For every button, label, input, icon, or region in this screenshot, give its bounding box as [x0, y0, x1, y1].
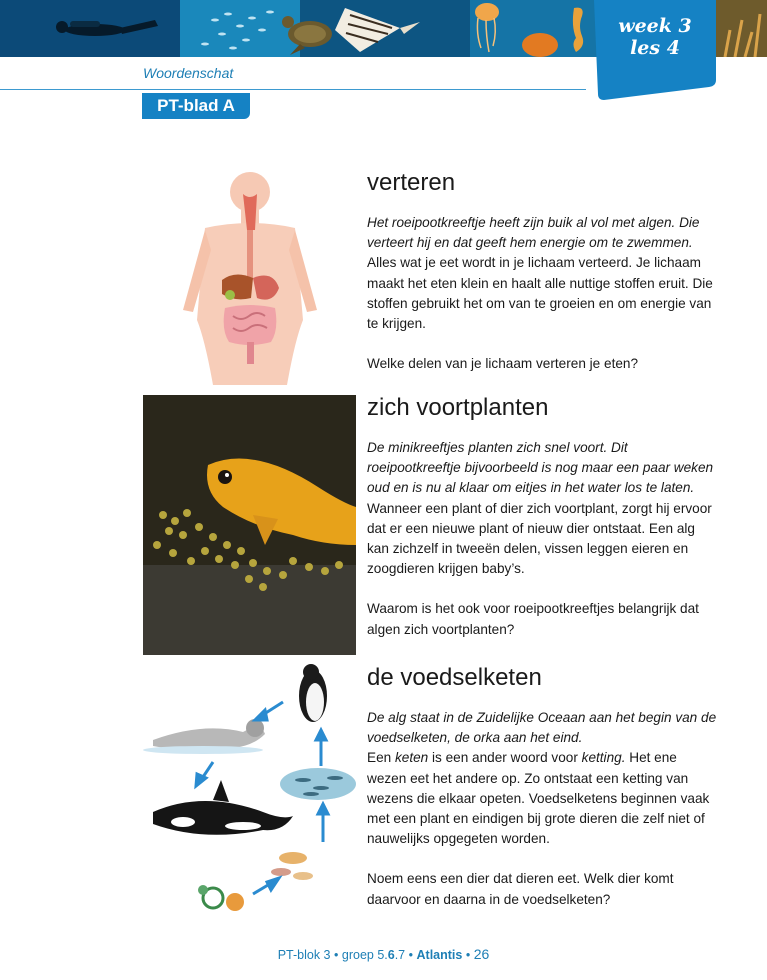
week-number: week 3	[618, 15, 692, 37]
heading-verteren: verteren	[367, 169, 456, 196]
footer-separator: •	[334, 948, 339, 962]
header-rule	[0, 89, 586, 90]
page-footer	[0, 946, 767, 962]
heading-voedselketen: de voedselketen	[367, 664, 542, 691]
term-keten: keten	[394, 750, 429, 766]
question-verteren: Welke delen van je lichaam verteren je eten?	[367, 356, 639, 372]
section-voortplanten	[367, 393, 717, 640]
week-lesson-tab	[594, 0, 716, 100]
digestion-illustration	[175, 170, 325, 385]
example-voedselketen: De alg staat in de Zuidelijke Oceaan aan het begin van de voedselketen, de orka aan het eind.	[367, 710, 717, 746]
footer-groep	[342, 948, 405, 962]
section-verteren	[367, 168, 717, 374]
footer-title: Atlantis	[416, 948, 463, 962]
footer-separator: •	[465, 948, 471, 962]
penguin-icon	[299, 664, 327, 722]
term-ketting: ketting.	[581, 750, 626, 766]
question-voedselketen: Noem eens een dier dat dieren eet. Welk dier komt daarvoor en daarna in de voedselketen?	[367, 871, 674, 907]
page-number: 26	[473, 946, 490, 962]
example-voortplanten: De minikreeftjes planten zich snel voort. Dit roeipootkreeftje bijvoorbeeld is nog maar een paar weken oud en is nu al klaar om eitjes in het water los te laten.	[367, 440, 714, 496]
worksheet-badge: PT-blad A	[142, 93, 250, 119]
krill-icon	[271, 852, 313, 880]
algae-icon	[198, 885, 244, 911]
footer-separator: •	[408, 948, 414, 962]
lesson-number: les 4	[630, 37, 680, 59]
fish-eggs-photo	[143, 395, 356, 655]
definition-text: Het ene wezen eet het andere op. Zo ontstaat een ketting van wezens die elkaar opeten. Voedselketens beginnen vaak met een plant en eindigen bij grote dieren die zelf niet of nauwelijks opgegeten worden.	[367, 750, 710, 847]
question-voortplanten: Waarom is het ook voor roeipootkreeftjes belangrijk dat algen zich voortplanten?	[367, 601, 699, 637]
seal-icon	[143, 719, 265, 754]
fish-school-icon	[280, 768, 356, 800]
definition-verteren: Alles wat je eet wordt in je lichaam verteerd. Je lichaam maakt het eten klein en haalt alle nuttige stoffen eruit. Die stoffen gebruikt het om van te groeien en om energie van te krijgen.	[367, 255, 713, 332]
footer-groep-current: 6	[387, 948, 395, 962]
example-verteren: Het roeipootkreeftje heeft zijn buik al vol met algen. Die verteert hij en dat geeft hem energie om te zwemmen.	[367, 215, 700, 251]
section-label: Woordenschat	[143, 65, 234, 81]
definition-voedselketen	[367, 748, 717, 849]
food-chain-illustration	[143, 662, 358, 920]
heading-voortplanten: zich voortplanten	[367, 394, 549, 421]
footer-pt-blok: PT-blok 3	[277, 948, 331, 962]
orca-icon	[153, 780, 293, 835]
footer-groep-post: .7	[394, 948, 406, 962]
definition-text: Een	[367, 750, 395, 766]
definition-text: is een ander woord voor	[428, 750, 582, 766]
footer-groep-pre: groep 5.	[341, 948, 388, 962]
section-voedselketen	[367, 663, 717, 910]
definition-voortplanten: Wanneer een plant of dier zich voortplant, zorgt hij ervoor dat er een nieuwe plant of nieuw dier ontstaat. Een alg kan zichzelf in tweeën delen, vissen leggen eieren en zoogdieren krijgen baby’s.	[367, 500, 712, 577]
